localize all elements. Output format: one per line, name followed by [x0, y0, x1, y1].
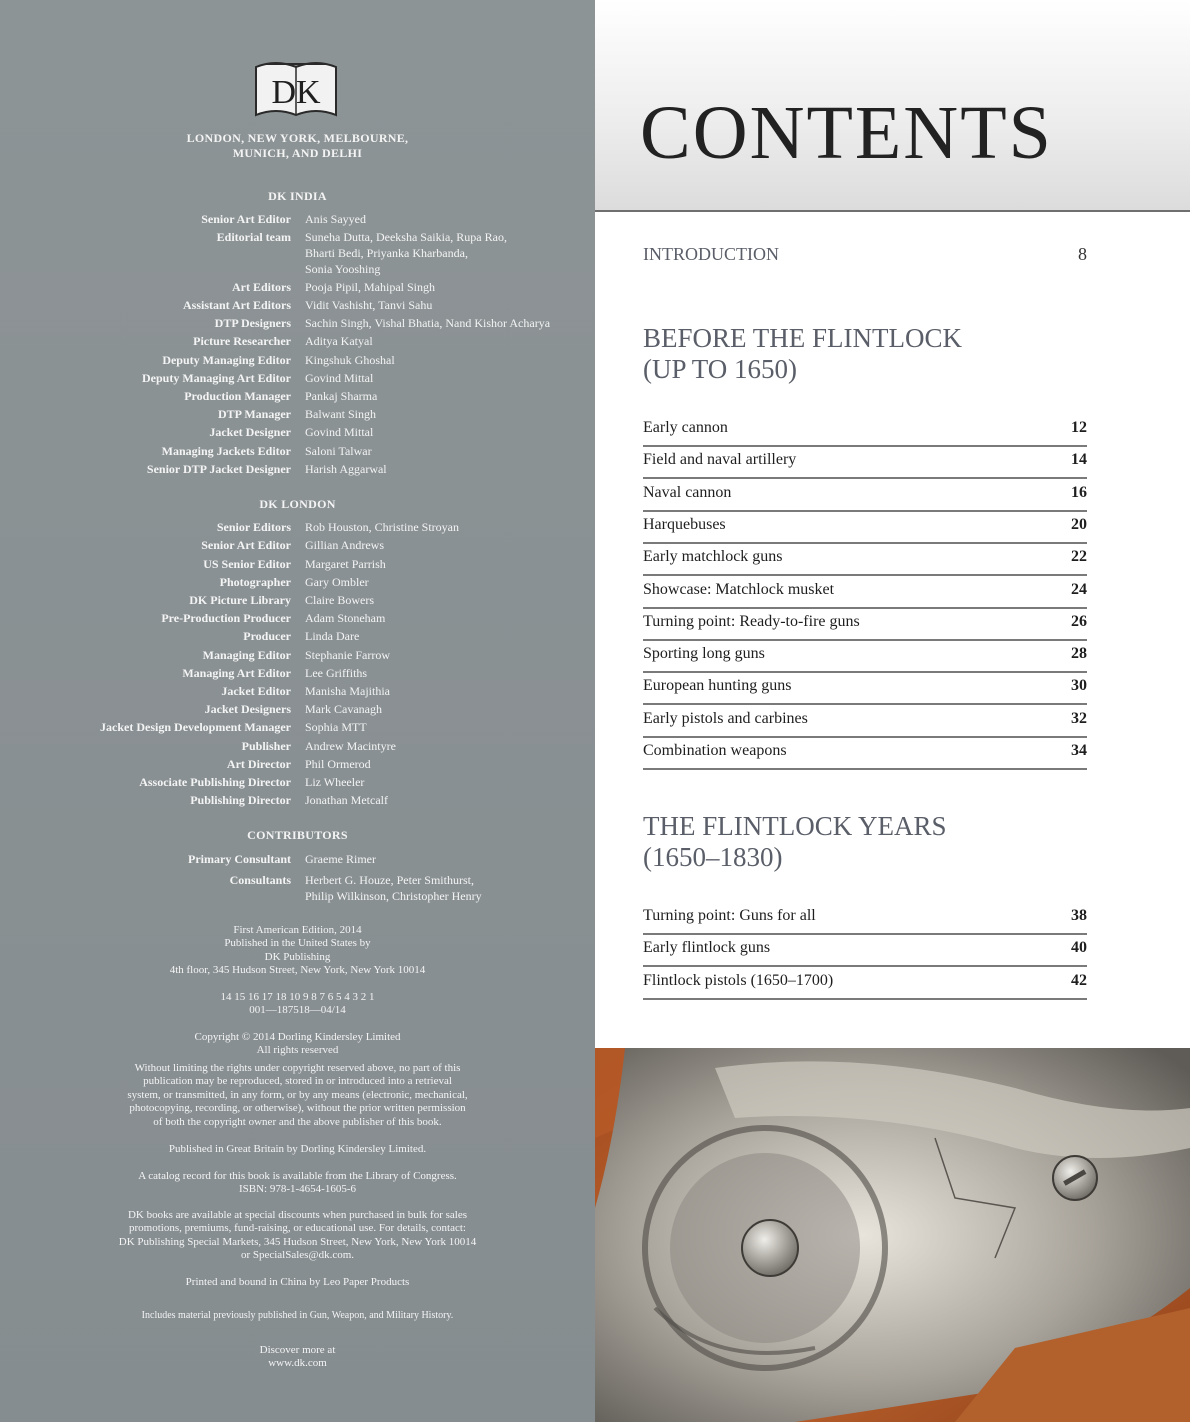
credit-role: DTP Designers — [214, 316, 291, 330]
credit-role: Art Editors — [232, 280, 291, 294]
chapter-heading-2: THE FLINTLOCK YEARS (1650–1830) — [643, 811, 947, 872]
credit-role: Associate Publishing Director — [139, 775, 291, 789]
toc-item-title: European hunting guns — [643, 677, 792, 695]
contents-banner — [595, 0, 1190, 212]
credit-names: Harish Aggarwal — [305, 462, 387, 476]
credit-role: Photographer — [219, 575, 291, 589]
credit-names: Mark Cavanagh — [305, 702, 382, 716]
toc-item-page: 20 — [1071, 515, 1087, 533]
rights-notice: Without limiting the rights under copyright reserved above, no part of this publication may be reproduced, stored in or introduced into a retrieval system, or transmitted, in any form, or by any means (electronic, mechanical, photocopying, recording, or otherwise), without the prior written permission of both the copyright owner and the above publisher of this book. — [127, 1062, 468, 1128]
credit-role: Managing Art Editor — [182, 666, 291, 680]
credit-role: Picture Researcher — [193, 334, 291, 348]
dk-logo — [250, 57, 342, 121]
credit-role: Publishing Director — [190, 793, 291, 807]
chapter-heading-1: BEFORE THE FLINTLOCK (UP TO 1650) — [643, 323, 963, 384]
credit-role: Producer — [243, 629, 291, 643]
credit-role: Senior Editors — [216, 520, 291, 534]
uk-publication: Published in Great Britain by Dorling Kindersley Limited. — [168, 1143, 427, 1155]
toc-item-title: Combination weapons — [643, 742, 787, 759]
credit-names: Stephanie Farrow — [305, 648, 390, 662]
credit-names: Graeme Rimer — [305, 852, 376, 866]
credit-role: Deputy Managing Editor — [162, 353, 291, 367]
credit-names: Kingshuk Ghoshal — [305, 353, 395, 367]
toc-item-title: Flintlock pistols (1650–1700) — [643, 971, 834, 989]
credit-role: Editorial team — [216, 230, 291, 244]
publisher-cities: LONDON, NEW YORK, MELBOURNE, MUNICH, AND DELHI — [186, 131, 409, 160]
credit-names: Pankaj Sharma — [305, 389, 378, 403]
toc-item-title: Showcase: Matchlock musket — [643, 580, 835, 598]
credit-role: Senior Art Editor — [201, 538, 291, 552]
toc-item-page: 32 — [1071, 709, 1087, 727]
credit-role: Art Director — [226, 757, 291, 771]
credit-names: Linda Dare — [305, 629, 360, 643]
credit-names: Govind Mittal — [305, 425, 374, 439]
edition-info: First American Edition, 2014 Published in the United States by DK Publishing 4th floor, 345 Hudson Street, New York, New York 10014 — [169, 924, 426, 977]
contributors-heading: CONTRIBUTORS — [247, 828, 348, 842]
toc-item[interactable] — [643, 478, 1087, 512]
credit-names: Manisha Majithia — [305, 684, 390, 698]
toc-item[interactable] — [643, 966, 1087, 1000]
credit-role: Deputy Managing Art Editor — [141, 371, 291, 385]
toc-item[interactable] — [643, 510, 1087, 544]
credit-names: Pooja Pipil, Mahipal Singh — [305, 280, 436, 294]
credit-role: Assistant Art Editors — [182, 298, 291, 312]
toc-item[interactable] — [643, 736, 1087, 770]
toc-item-title: Early cannon — [643, 419, 728, 436]
credit-names: Sophia MTT — [305, 720, 367, 734]
credit-role: Pre-Production Producer — [161, 611, 291, 625]
previous-publication: Includes material previously published in Gun, Weapon, and Military History. — [141, 1310, 454, 1321]
toc-item[interactable] — [643, 445, 1087, 479]
credit-role: US Senior Editor — [203, 557, 291, 571]
toc-item[interactable] — [643, 671, 1087, 705]
toc-item-title: Turning point: Guns for all — [643, 907, 816, 924]
toc-item-title: Field and naval artillery — [643, 451, 797, 469]
flintlock-mechanism-photo — [595, 1048, 1190, 1422]
toc-item-page: 12 — [1071, 419, 1087, 436]
credit-names: Liz Wheeler — [305, 775, 365, 789]
credit-names: Jonathan Metcalf — [305, 793, 388, 807]
printer: Printed and bound in China by Leo Paper Products — [185, 1276, 410, 1288]
page-title: CONTENTS — [640, 91, 1053, 175]
dk-london-heading: DK LONDON — [259, 497, 336, 511]
toc-item-title: Sporting long guns — [643, 645, 765, 663]
credit-names: Rob Houston, Christine Stroyan — [305, 520, 460, 534]
credit-role: Senior Art Editor — [201, 212, 291, 226]
credit-names: Gillian Andrews — [305, 538, 384, 552]
toc-item-title: INTRODUCTION — [643, 244, 779, 264]
toc-item-page: 8 — [1078, 244, 1087, 264]
credit-role: Senior DTP Jacket Designer — [146, 462, 291, 476]
toc-item-page: 40 — [1071, 939, 1087, 957]
toc-item-page: 34 — [1071, 742, 1087, 759]
toc-item[interactable] — [643, 639, 1087, 673]
credit-role: Primary Consultant — [188, 852, 291, 866]
dk-india-heading: DK INDIA — [268, 189, 327, 203]
toc-item-title: Turning point: Ready-to-fire guns — [643, 612, 860, 630]
copyright: Copyright © 2014 Dorling Kindersley Limited All rights reserved — [194, 1031, 401, 1057]
credit-role: Jacket Designer — [209, 425, 291, 439]
toc-introduction[interactable] — [643, 244, 1087, 265]
credit-role: Jacket Design Development Manager — [100, 720, 291, 734]
toc-item[interactable] — [643, 575, 1087, 609]
toc-item-page: 26 — [1071, 612, 1087, 630]
toc-item-title: Naval cannon — [643, 483, 732, 501]
toc-item-title: Early matchlock guns — [643, 548, 783, 566]
credit-role: Consultants — [229, 873, 291, 887]
credit-names: Aditya Katyal — [305, 334, 373, 348]
special-sales: DK books are available at special discounts when purchased in bulk for sales promotions, premiums, fund-raising, or educational use. For details, contact: DK Publishing Special Markets, 345 Hudson Street, New York, New York 10014 or SpecialSales@dk.com. — [118, 1209, 477, 1262]
credit-role: Jacket Editor — [221, 684, 291, 698]
toc-item-title: Harquebuses — [643, 515, 726, 533]
credit-role: Managing Editor — [202, 648, 291, 662]
logo-text: DK — [271, 74, 321, 111]
credit-role: DK Picture Library — [189, 593, 291, 607]
toc-item-page: 28 — [1071, 645, 1087, 663]
credit-role: Production Manager — [184, 389, 291, 403]
contents-panel — [595, 0, 1190, 1422]
credit-names: Claire Bowers — [305, 593, 374, 607]
credit-role: Managing Jackets Editor — [161, 444, 291, 458]
credit-names: Balwant Singh — [305, 407, 376, 421]
toc-item-title: Early flintlock guns — [643, 939, 771, 957]
toc-item[interactable] — [643, 704, 1087, 738]
credit-names: Adam Stoneham — [305, 611, 386, 625]
credit-names: Anis Sayyed — [305, 212, 366, 226]
print-line: 14 15 16 17 18 10 9 8 7 6 5 4 3 2 1 001—187518—04/14 — [220, 991, 375, 1017]
credit-names: Vidit Vashisht, Tanvi Sahu — [305, 298, 433, 312]
toc-item-page: 38 — [1071, 907, 1087, 924]
toc-item-page: 30 — [1071, 677, 1087, 695]
credit-names: Margaret Parrish — [305, 557, 386, 571]
toc-item[interactable] — [643, 542, 1087, 576]
credit-names: Govind Mittal — [305, 371, 374, 385]
credit-names: Sachin Singh, Vishal Bhatia, Nand Kishor Acharya — [305, 316, 551, 330]
credit-role: Publisher — [241, 739, 291, 753]
toc-item-page: 42 — [1071, 971, 1087, 989]
toc-item-page: 24 — [1071, 580, 1087, 598]
credit-names: Saloni Talwar — [305, 444, 372, 458]
toc-item[interactable] — [643, 607, 1087, 641]
credit-names: Phil Ormerod — [305, 757, 371, 771]
toc-item[interactable] — [643, 413, 1087, 447]
toc-item-page: 22 — [1071, 548, 1087, 566]
credit-role: Jacket Designers — [204, 702, 291, 716]
credit-names: Suneha Dutta, Deeksha Saikia, Rupa Rao, Bharti Bedi, Priyanka Kharbanda, Sonia Yooshing — [305, 230, 507, 276]
website: Discover more at www.dk.com — [259, 1344, 336, 1370]
credit-role: DTP Manager — [218, 407, 291, 421]
toc-item-title: Early pistols and carbines — [643, 709, 808, 727]
toc-item-page: 14 — [1071, 451, 1087, 469]
toc-item[interactable] — [643, 901, 1087, 935]
toc-item-page: 16 — [1071, 483, 1087, 501]
credit-names: Andrew Macintyre — [305, 739, 396, 753]
credit-names: Lee Griffiths — [305, 666, 368, 680]
credit-names: Herbert G. Houze, Peter Smithurst, Philip Wilkinson, Christopher Henry — [305, 873, 482, 903]
toc-item[interactable] — [643, 933, 1087, 967]
credit-names: Gary Ombler — [305, 575, 369, 589]
catalog-record: A catalog record for this book is available from the Library of Congress. ISBN: 978-1-4654-1605-6 — [138, 1170, 457, 1196]
